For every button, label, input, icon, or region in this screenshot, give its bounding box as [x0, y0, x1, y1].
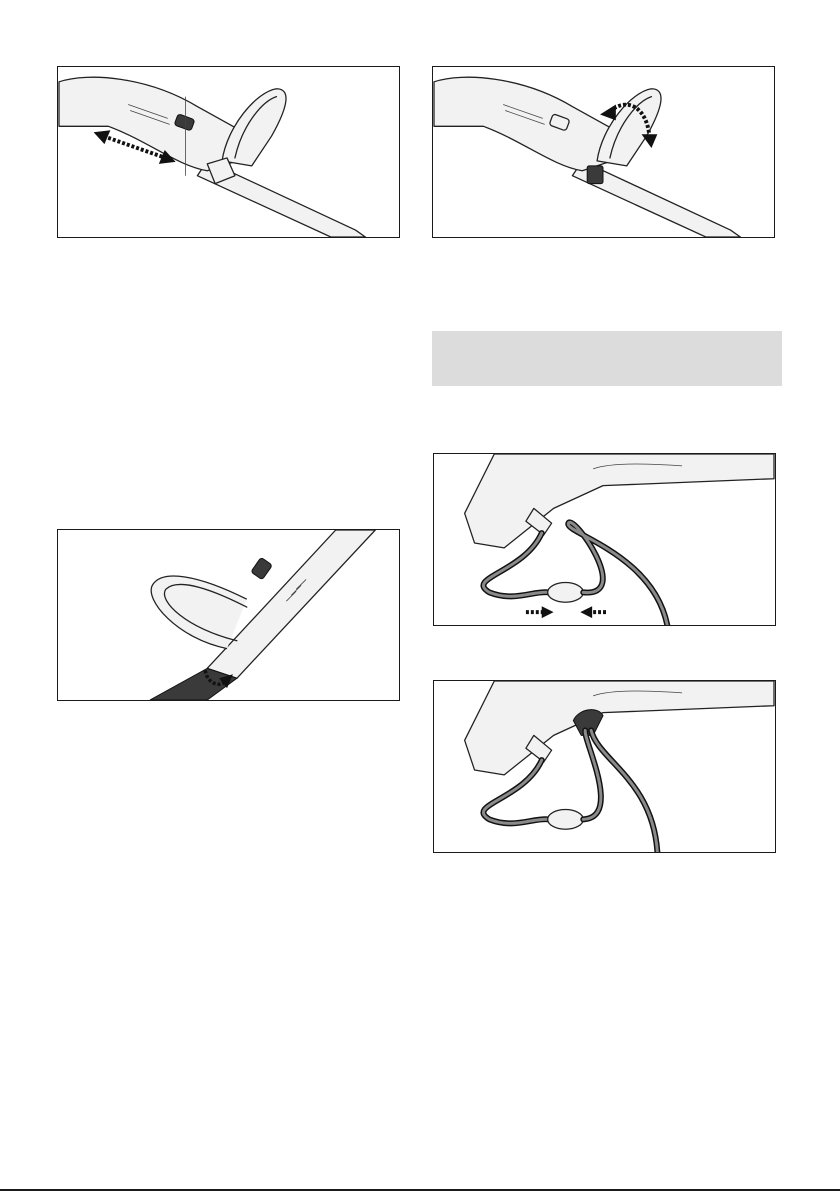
loop-handle-illustration: [58, 530, 399, 700]
figure-loop-handle-clamp: [57, 529, 400, 701]
throttle-handle-housing: [465, 681, 774, 775]
figure-handle-slide: [57, 66, 400, 238]
release-button-icon: [251, 557, 273, 580]
figure-throttle-cable-clipped: [433, 680, 776, 853]
handle-housing: [59, 77, 249, 171]
handle-housing: [434, 77, 624, 171]
figure-handle-tilt: [432, 66, 775, 238]
handle-tilt-illustration: [433, 67, 774, 237]
throttle-cable-clipped-illustration: [434, 681, 775, 852]
throttle-cable-lead: [568, 522, 667, 625]
push-together-arrows-icon: [526, 606, 608, 618]
page-bottom-rule: [0, 1189, 840, 1191]
figure-throttle-cable-connect: [433, 453, 776, 626]
handle-slide-illustration: [58, 67, 399, 237]
cable-connector: [548, 809, 584, 829]
clamp-knob-icon: [587, 166, 603, 184]
cable-connector: [548, 582, 584, 602]
throttle-cable-illustration: [434, 454, 775, 625]
throttle-handle-housing: [465, 454, 774, 548]
section-heading-band: [432, 331, 782, 386]
